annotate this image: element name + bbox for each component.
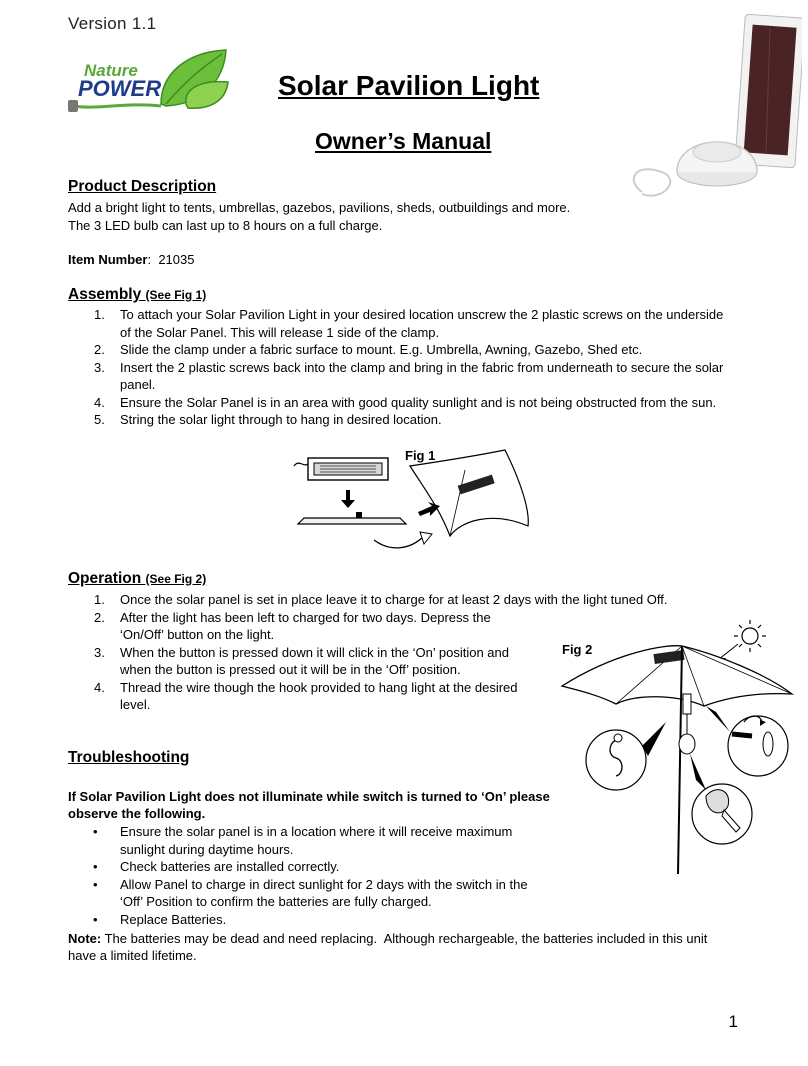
checklist-line: sunlight during daytime hours. [120,841,294,857]
step-number: 5. [94,412,105,427]
step-line: ‘On/Off’ button on the light. [120,627,275,642]
troubleshooting-checklist [68,823,568,928]
step-number: 4. [94,394,105,410]
page-title: Solar Pavilion Light [278,70,540,101]
step-line: To attach your Solar Pavilion Light in your desired location unscrew the 2 plastic screws on the underside [120,307,724,322]
figure-1-label: Fig 1 [405,448,436,463]
checklist-item [68,911,568,929]
step-line: Thread the wire though the hook provided to hang light at the desired [120,679,518,695]
step-line: When the button is pressed down it will click in the ‘On’ position and [120,644,509,660]
item-number-line [68,251,194,269]
brand-logo [66,44,246,118]
product-description-heading: Product Description [68,178,217,195]
step-number: 3. [94,644,105,660]
step-line: Slide the clamp under a fabric surface to mount. E.g. Umbrella, Awning, Gazebo, Shed etc. [120,342,643,357]
assembly-see-fig: (See Fig 1) [145,288,207,302]
troubleshooting-intro-line-2: observe the following. [68,806,206,821]
bullet-icon: • [93,824,98,839]
step-line: Once the solar panel is set in place leave it to charge for at least 2 days with the light tuned Off. [120,592,668,607]
figure-2-label: Fig 2 [562,642,593,657]
note-text: The batteries may be dead and need replacing. Although rechargeable, the batteries included in this unit [101,931,708,946]
version-label: Version 1.1 [68,14,157,33]
assembly-heading-text: Assembly [68,286,142,303]
step-number: 1. [94,307,105,322]
operation-heading-text: Operation [68,570,142,587]
operation-heading [68,570,206,588]
page-number: 1 [728,1012,738,1031]
product-description-line-2: The 3 LED bulb can last up to 8 hours on a full charge. [68,218,383,233]
step-line: Insert the 2 plastic screws back into the clamp and bring in the fabric from underneath to secure the solar [120,359,724,375]
item-number-separator: : [147,252,159,267]
assembly-step [68,411,768,429]
assembly-steps [68,306,768,429]
checklist-line: Check batteries are installed correctly. [120,859,340,874]
step-line: String the solar light through to hang in desired location. [120,412,442,427]
step-number: 2. [94,609,105,625]
step-line: level. [120,697,151,712]
step-number: 2. [94,342,105,357]
svg-text:POWER: POWER [78,76,162,101]
assembly-step [68,394,768,412]
item-number-label: Item Number [68,252,148,267]
note-line-1 [68,930,707,948]
step-line: panel. [120,377,156,392]
troubleshooting-intro-line-1: If Solar Pavilion Light does not illuminate while switch is turned to ‘On’ please [68,789,550,804]
bullet-icon: • [93,876,98,892]
assembly-step [68,359,768,394]
operation-see-fig: (See Fig 2) [145,572,207,586]
checklist-item [68,858,568,876]
note-line-2: have a limited lifetime. [68,948,197,963]
troubleshooting-heading: Troubleshooting [68,749,190,766]
operation-step [68,591,708,609]
figure-2-illustration [556,614,796,876]
product-description-line-1: Add a bright light to tents, umbrellas, gazebos, pavilions, sheds, outbuildings and more. [68,200,571,215]
step-number: 4. [94,679,105,695]
step-line: when the button is pressed out it will be in the ‘Off’ position. [120,662,461,677]
item-number-value: 21035 [158,252,195,267]
assembly-heading [68,286,206,304]
solar-panel-light-illustration [622,12,802,212]
checklist-line: ‘Off’ Position to confirm the batteries are fully charged. [120,894,432,909]
step-line: After the light has been left to charged for two days. Depress the [120,609,491,625]
assembly-step [68,341,768,359]
step-line: Ensure the Solar Panel is in an area with good quality sunlight and is not being obstructed from the sun. [120,394,717,410]
checklist-item [68,823,568,858]
checklist-line: Replace Batteries. [120,911,227,927]
step-number: 1. [94,592,105,607]
sun-icon [742,628,758,644]
checklist-line: Allow Panel to charge in direct sunlight for 2 days with the switch in the [120,876,528,892]
umbrella-hanging-diagram [556,614,796,876]
step-number: 3. [94,359,105,375]
note-label: Note: [68,931,102,946]
assembly-step [68,306,768,341]
svg-text:Nature: Nature [84,61,138,80]
product-photo [622,12,802,212]
checklist-line: Ensure the solar panel is in a location where it will receive maximum [120,824,513,839]
bullet-icon: • [93,859,98,874]
step-line: of the Solar Panel. This will release 1 side of the clamp. [120,324,440,340]
manual-subtitle: Owner’s Manual [315,128,492,154]
checklist-item [68,876,568,911]
bullet-icon: • [93,911,98,927]
leaf-logo-icon [66,44,246,118]
